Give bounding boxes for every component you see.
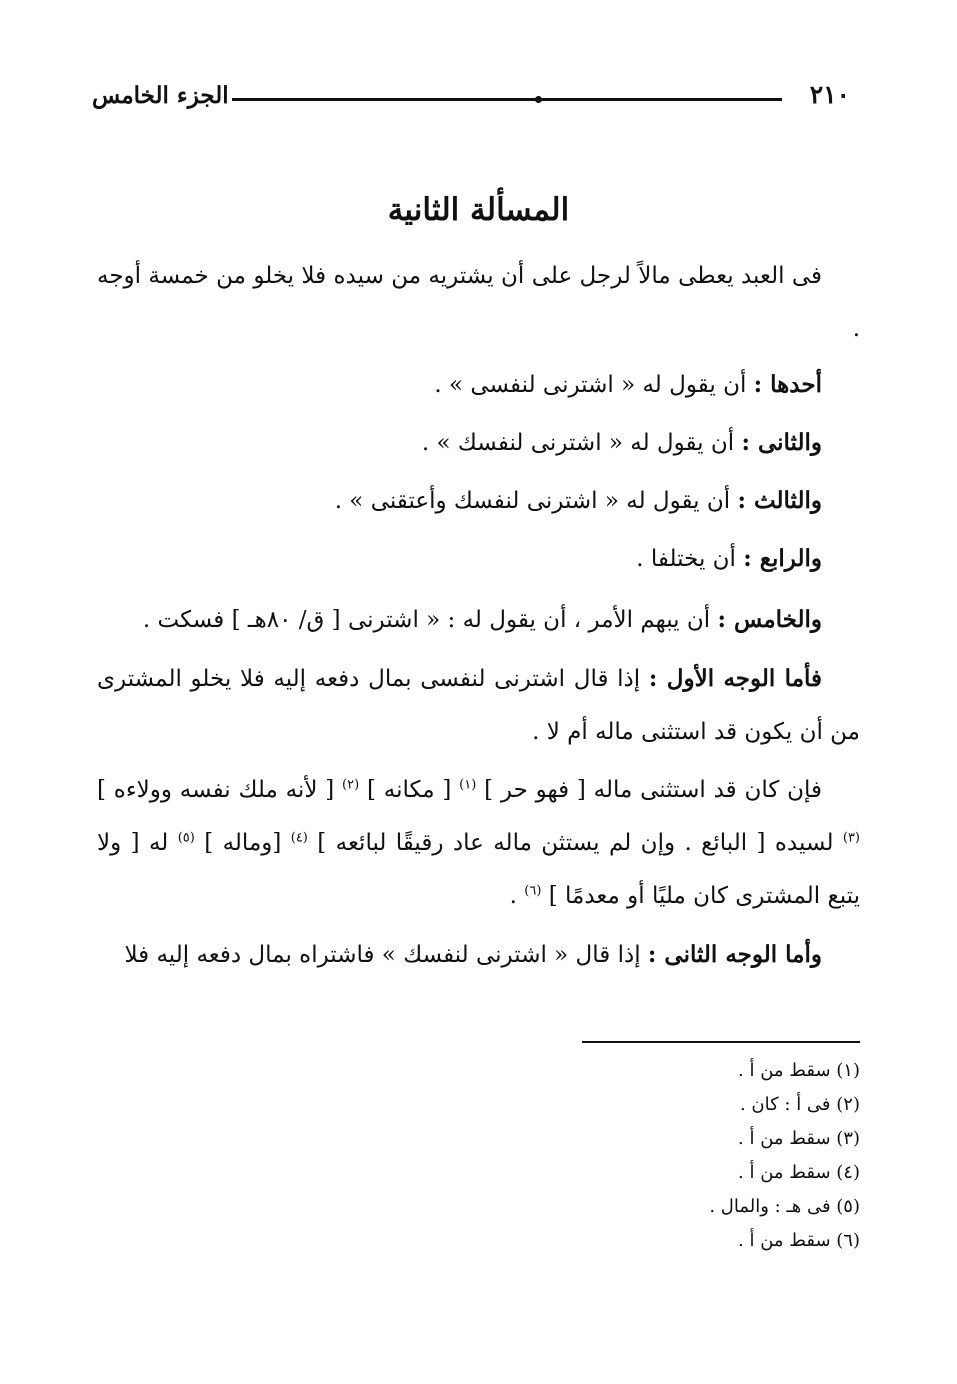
case-lead: والرابع : (743, 545, 822, 572)
fifth-case-lead: والخامس : (717, 606, 822, 633)
footnote-marker: (٢) (342, 777, 360, 793)
second-aspect-paragraph (97, 928, 860, 982)
case-text: أن يقول له « اشترنى لنفسك » . (421, 430, 735, 456)
page-header (92, 78, 852, 118)
case-lead: والثالث : (737, 487, 822, 514)
fifth-case-text: أن يبهم الأمر ، أن يقول له : « اشترنى [ ق/ ٨٠هـ ] فسكت . (142, 607, 711, 633)
first-aspect-paragraph (97, 652, 860, 759)
footnote-marker: (٣) (842, 830, 860, 846)
case-item (97, 530, 860, 588)
fifth-case-paragraph (97, 593, 860, 647)
detail-segment: [ لأنه ملك نفسه وولاءه ] (97, 777, 343, 803)
footnote-marker: (٥) (177, 830, 195, 846)
second-aspect-lead: وأما الوجه الثانى : (647, 941, 822, 968)
footnote-separator (582, 1041, 860, 1043)
running-title: الجزء الخامس (92, 82, 229, 109)
case-item (97, 472, 860, 530)
footnotes (460, 1054, 860, 1258)
footnote: (٦) سقط من أ . (738, 1230, 860, 1251)
footnote: (٢) فى أ : كان . (739, 1094, 860, 1115)
case-list (97, 356, 860, 588)
detail-segment: فإن كان قد استثنى ماله [ فهو حر ] (484, 777, 823, 803)
header-rule (232, 98, 782, 101)
case-text: أن يختلفا . (636, 546, 736, 572)
main-text (97, 250, 860, 982)
footnote-marker: (٤) (290, 830, 308, 846)
second-aspect-text: إذا قال « اشترنى لنفسك » فاشتراه بمال دفعه إليه فلا (124, 942, 641, 968)
detail-segment: . (509, 883, 525, 909)
case-lead: أحدها : (753, 371, 822, 398)
case-item (97, 414, 860, 472)
detail-segment: له [ ولا يتبع المشترى كان مليًا أو معدمًا ] (97, 830, 860, 909)
case-text: أن يقول له « اشترنى لنفسك وأعتقنى » . (334, 488, 731, 514)
page-number: ٢١٠ (809, 80, 850, 109)
case-item (97, 356, 860, 414)
footnote: (٣) سقط من أ . (738, 1128, 860, 1149)
detail-segment: [وماله ] (204, 830, 291, 856)
first-aspect-lead: فأما الوجه الأول : (648, 665, 823, 692)
footnote: (٤) سقط من أ . (738, 1162, 860, 1183)
first-aspect-text: إذا قال اشترنى لنفسى بمال دفعه إليه فلا يخلو المشترى من أن يكون قد استثنى ماله أم لا . (97, 666, 860, 745)
section-title: المسألة الثانية (387, 192, 570, 228)
detail-segment: [ مكانه ] (367, 777, 460, 803)
footnote: (٥) فى هـ : والمال . (709, 1196, 860, 1217)
case-lead: والثانى : (741, 429, 822, 456)
footnote: (١) سقط من أ . (738, 1060, 860, 1081)
detail-segment: لسيده [ البائع . وإن لم يستثن ماله عاد رقيقًا لبائعه ] (317, 830, 843, 856)
case-text: أن يقول له « اشترنى لنفسى » . (434, 372, 747, 398)
footnote-marker: (٦) (524, 883, 542, 899)
intro-paragraph: فى العبد يعطى مالاً لرجل على أن يشتريه من سيده فلا يخلو من خمسة أوجه . (97, 263, 860, 342)
detail-paragraph (97, 764, 860, 923)
footnote-marker: (١) (459, 777, 477, 793)
